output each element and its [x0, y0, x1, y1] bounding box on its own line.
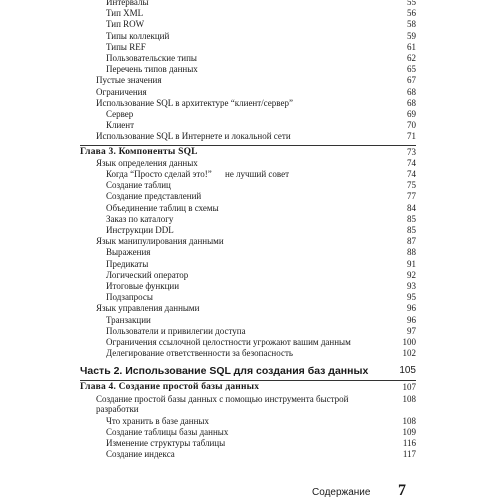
toc-page-number: 108	[402, 415, 416, 426]
toc-entry: Логический оператор	[106, 269, 189, 280]
toc-entry: Типы REF	[106, 41, 146, 52]
toc-entry: Тип ROW	[106, 19, 145, 30]
chapter-heading: Глава 4. Создание простой базы данных	[80, 382, 260, 393]
toc-entry: Использование SQL в архитектуре “клиент/сервер”	[96, 97, 293, 108]
toc-page-number: 71	[407, 131, 416, 142]
inline-fragment: не лучший совет	[225, 169, 290, 179]
toc-entry: Язык манипулирования данными	[96, 236, 224, 247]
footer-section-label: Содержание	[312, 487, 371, 498]
toc-entry: Создание представлений	[106, 191, 202, 202]
toc-page-number: 87	[407, 236, 416, 247]
toc-page-number: 77	[407, 191, 416, 202]
toc-page-number: 107	[402, 382, 416, 393]
chapter-heading: Глава 3. Компоненты SQL	[80, 146, 198, 157]
toc-entry: Пользователи и привилегии доступа	[106, 325, 246, 336]
toc-page-number: 70	[407, 120, 416, 131]
toc-page-number: 65	[407, 64, 416, 75]
toc-entry: Создание индекса	[106, 449, 175, 460]
toc-entry: Язык управления данными	[96, 303, 200, 314]
toc-entry: Объединение таблиц в схемы	[106, 202, 219, 213]
toc-entry: Изменение структуры таблицы	[106, 438, 226, 448]
toc-page-number: 69	[407, 109, 416, 119]
toc-page-number: 88	[407, 247, 416, 258]
toc-entry: Транзакции	[106, 314, 151, 325]
toc-entry: Ограничения ссылочной целостности угрожают вашим данным	[106, 337, 351, 347]
chapter-rule	[80, 380, 416, 381]
toc-page-number: 55	[407, 0, 416, 7]
toc-page-number: 96	[407, 303, 416, 314]
part-heading: Часть 2. Использование SQL для создания баз данных	[80, 365, 369, 378]
toc-entry: Подзапросы	[106, 292, 153, 303]
toc-page-number: 75	[407, 180, 416, 191]
toc-entry: Интервалы	[106, 0, 149, 7]
toc-entry: Создание простой базы данных с помощью инструмента быстрой разработки	[96, 393, 349, 415]
toc-page-number: 105	[399, 365, 416, 377]
toc-page-number: 68	[407, 97, 416, 108]
toc-page-number: 102	[402, 348, 416, 359]
toc-page-number: 117	[402, 449, 416, 460]
toc-page-number: 68	[407, 86, 416, 97]
toc-entry: Создание таблицы базы данных	[106, 426, 229, 437]
toc-page-number: 74	[407, 169, 416, 179]
toc-entry: Выражения	[106, 247, 151, 258]
toc-entry: Типы коллекций	[106, 30, 170, 41]
toc-entry: Когда “Просто сделай это!”	[106, 169, 212, 179]
toc-page-number: 85	[407, 213, 416, 224]
toc-page-number: 73	[407, 146, 416, 157]
toc-entry: Тип XML	[106, 8, 144, 19]
toc-entry: Предикаты	[106, 258, 149, 269]
toc-page-number: 74	[407, 157, 416, 168]
toc-page-number: 108	[402, 393, 416, 404]
toc-entry: Инструкции DDL	[106, 225, 174, 235]
toc-page-number: 61	[407, 41, 416, 52]
toc-entry: Ограничения	[96, 86, 147, 97]
toc-entry: Перечень типов данных	[106, 64, 198, 75]
toc-page-number: 91	[407, 258, 416, 269]
toc-page-number: 56	[407, 8, 416, 19]
toc-page-number: 85	[407, 225, 416, 235]
toc-entry: Использование SQL в Интернете и локальной сети	[96, 131, 291, 142]
toc-page-number: 93	[407, 281, 416, 291]
toc-entry: Создание таблиц	[106, 180, 171, 191]
toc-page-number: 116	[402, 438, 416, 448]
toc-page-number: 62	[407, 53, 416, 63]
toc-page-number: 67	[407, 75, 416, 86]
chapter-rule	[80, 145, 416, 146]
toc-page-number: 58	[407, 19, 416, 30]
toc-entry: Сервер	[106, 109, 134, 119]
toc-page-number: 97	[407, 325, 416, 336]
toc-page-number: 84	[407, 202, 416, 213]
toc-page-number: 95	[407, 292, 416, 303]
toc-page-number: 100	[402, 337, 416, 347]
footer-page-number: 7	[398, 482, 406, 499]
toc-entry: Клиент	[106, 120, 135, 131]
toc-entry: Делегирование ответственности за безопасность	[106, 348, 294, 359]
toc-page-number: 59	[407, 30, 416, 41]
toc-page-number: 109	[402, 426, 416, 437]
toc-entry: Язык определения данных	[96, 157, 198, 168]
toc-page-number: 96	[407, 314, 416, 325]
toc-entry: Что хранить в базе данных	[106, 415, 209, 426]
toc-entry: Заказ по каталогу	[106, 213, 174, 224]
toc-entry: Итоговые функции	[106, 281, 180, 291]
toc-entry: Пользовательские типы	[106, 53, 197, 63]
toc-page-number: 92	[407, 269, 416, 280]
toc-entry: Пустые значения	[96, 75, 162, 86]
